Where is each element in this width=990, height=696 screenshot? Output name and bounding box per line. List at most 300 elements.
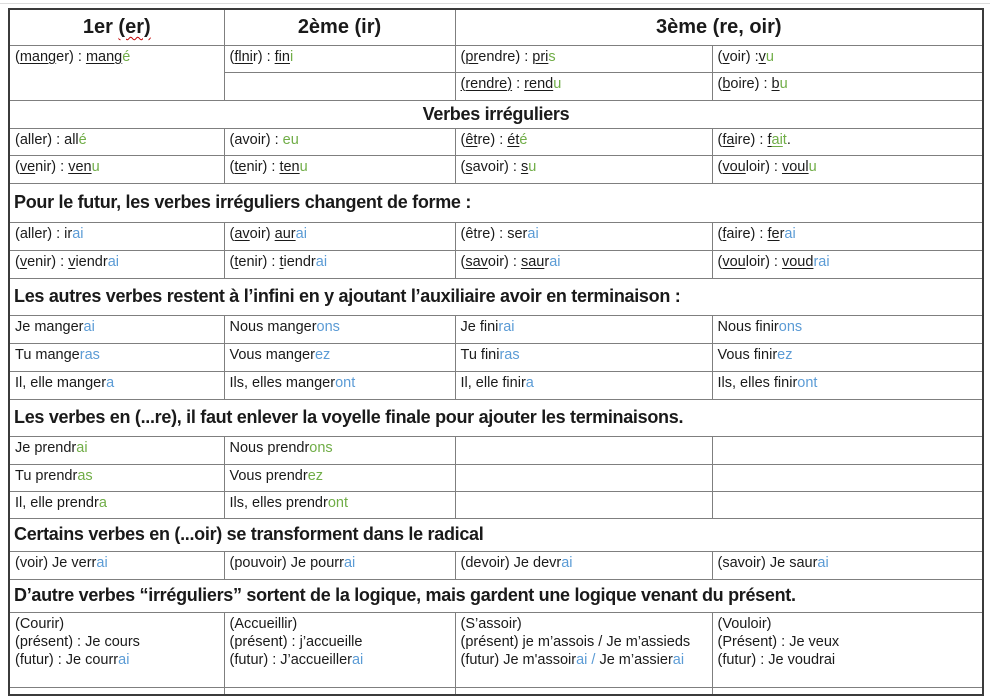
header-cell-2eme — [224, 9, 455, 45]
text-segment: Vous finir — [717, 346, 778, 363]
table-cell — [224, 687, 455, 695]
text-segment: ai — [295, 225, 307, 242]
cell-line — [15, 651, 220, 669]
text-segment: ons — [778, 318, 803, 335]
text-segment: Il, elle manger — [15, 374, 107, 391]
text-segment: enir) : — [27, 253, 69, 270]
table-cell — [712, 250, 983, 278]
text-segment: mang — [85, 48, 123, 65]
cell-line — [15, 494, 220, 512]
cell-line — [461, 346, 708, 364]
text-segment: (Vouloir) — [717, 615, 772, 632]
text-segment: (pouvoir) Je pourr — [229, 554, 344, 571]
table-cell — [455, 371, 712, 399]
table-cell — [712, 155, 983, 183]
text-segment: : — [512, 75, 525, 92]
section-heading-verbes-irreguliers — [9, 100, 983, 128]
text-segment: Je fini — [460, 318, 499, 335]
table-cell — [224, 155, 455, 183]
cell-line — [14, 285, 978, 308]
text-segment: ( — [229, 158, 235, 175]
text-segment: a — [525, 374, 534, 391]
text-segment: ( — [717, 158, 723, 175]
cell-line — [15, 467, 220, 485]
cell-line — [461, 75, 708, 93]
text-segment: f — [722, 225, 727, 242]
text-segment: ai — [527, 225, 539, 242]
text-segment: enir) : — [238, 253, 280, 270]
text-segment: oir) : — [729, 48, 759, 65]
cell-line — [15, 554, 220, 572]
text-segment: (Courir) — [15, 615, 65, 632]
text-segment: ai — [83, 318, 95, 335]
text-segment: (rendre) — [460, 75, 513, 92]
table-cell — [9, 551, 224, 579]
text-segment: s — [520, 158, 529, 175]
section-heading-autres-verbes — [9, 278, 983, 315]
text-segment: êt — [465, 131, 478, 148]
text-segment: ve — [19, 158, 36, 175]
text-segment: oir) : — [487, 253, 521, 270]
text-segment: pri — [532, 48, 549, 65]
table-cell — [224, 343, 455, 371]
text-segment: (futur) Je m'assoir — [460, 651, 577, 668]
conjugation-table-body — [9, 9, 983, 695]
table-cell — [712, 315, 983, 343]
table-cell — [455, 250, 712, 278]
table-cell — [9, 491, 224, 518]
text-segment: r — [779, 225, 785, 242]
text-segment: ras — [79, 346, 100, 363]
cell-line — [718, 615, 979, 633]
text-segment: ont — [335, 374, 356, 391]
text-segment: ( — [229, 253, 235, 270]
table-cell — [712, 436, 983, 464]
table-cell — [712, 72, 983, 100]
table-cell — [455, 612, 712, 687]
table-cell — [224, 551, 455, 579]
text-segment: Tu prendr — [15, 467, 78, 484]
cell-line — [15, 158, 220, 176]
text-segment: t — [234, 253, 239, 270]
text-segment: . — [786, 131, 791, 148]
text-segment: ras — [499, 346, 520, 363]
cell-line — [461, 633, 708, 651]
table-cell — [9, 45, 224, 100]
cell-line — [461, 374, 708, 392]
conjugation-table — [8, 8, 984, 696]
cell-line — [461, 615, 708, 633]
text-segment: ( — [717, 75, 723, 92]
text-segment: r — [544, 253, 550, 270]
section-heading-verbes-oir — [9, 518, 983, 551]
text-segment: pr — [465, 48, 479, 65]
text-segment: s — [548, 48, 556, 65]
table-cell — [712, 551, 983, 579]
text-segment: s — [465, 158, 473, 175]
text-segment: v — [722, 48, 730, 65]
table-cell — [9, 128, 224, 155]
text-segment: Je manger — [15, 318, 84, 335]
text-segment: ( — [460, 131, 466, 148]
text-segment: ai — [107, 253, 119, 270]
text-segment: Nous prendr — [229, 439, 310, 456]
cell-line — [718, 346, 979, 364]
table-cell — [712, 222, 983, 250]
table-cell — [455, 45, 712, 72]
cell-line — [230, 48, 451, 66]
cell-line — [461, 158, 708, 176]
text-segment: er) : — [56, 48, 86, 65]
text-segment: ai — [343, 554, 356, 571]
table-cell — [224, 222, 455, 250]
text-segment: (aller) : all — [15, 131, 79, 148]
text-segment: ( — [15, 158, 20, 175]
text-segment: ( — [717, 48, 723, 65]
table-cell — [712, 128, 983, 155]
cell-line — [230, 439, 451, 457]
cell-line — [461, 48, 708, 66]
table-cell — [224, 371, 455, 399]
text-segment: oire) : — [730, 75, 772, 92]
text-segment: t — [279, 253, 284, 270]
text-segment: D’autre verbes “irréguliers” sortent de la logique, mais gardent une logique venant du présent. — [14, 585, 796, 606]
text-segment: (voir) Je verr — [15, 554, 97, 571]
table-cell — [455, 551, 712, 579]
text-segment: oir) — [249, 225, 275, 242]
text-segment: rend — [524, 75, 554, 92]
text-segment: Tu fini — [460, 346, 500, 363]
text-segment: Les verbes en (...re), il faut enlever la voyelle finale pour ajouter les terminaisons. — [14, 407, 684, 428]
text-segment: (futur) : J’accueiller — [229, 651, 352, 668]
text-segment: ont — [797, 374, 818, 391]
cell-line — [458, 15, 981, 40]
cell-line — [15, 253, 220, 271]
cell-line — [718, 75, 979, 93]
text-segment: te — [234, 158, 247, 175]
text-segment: v — [758, 48, 766, 65]
cell-line — [230, 467, 451, 485]
table-cell — [455, 315, 712, 343]
text-segment: ai — [118, 651, 130, 668]
text-segment: b — [771, 75, 780, 92]
text-segment: iendr — [75, 253, 108, 270]
cell-line — [718, 225, 979, 243]
text-segment: nir) : — [35, 158, 69, 175]
text-segment: f — [767, 131, 772, 148]
cell-line — [718, 374, 979, 392]
text-segment: (présent) je m’assois / Je m’assieds — [460, 633, 691, 650]
text-segment: av — [234, 225, 250, 242]
text-segment: fe — [767, 225, 780, 242]
text-segment: ai — [561, 554, 573, 571]
text-segment: (présent) : Je cours — [15, 633, 140, 650]
cell-line — [230, 158, 451, 176]
table-cell — [455, 155, 712, 183]
table-cell — [455, 128, 712, 155]
table-cell — [224, 436, 455, 464]
table-cell — [9, 436, 224, 464]
cell-line — [12, 15, 222, 40]
text-segment: sau — [520, 253, 545, 270]
cell-line — [718, 318, 979, 336]
text-segment: 3ème (re, oir) — [655, 15, 782, 38]
text-segment: flni — [234, 48, 253, 65]
text-segment: é — [519, 131, 528, 148]
cell-line — [461, 131, 708, 149]
table-cell — [9, 343, 224, 371]
text-segment: 1er — [82, 15, 119, 38]
table-cell — [9, 612, 224, 687]
cell-line — [718, 633, 979, 651]
cell-line — [230, 651, 451, 669]
cell-line — [14, 584, 978, 607]
text-segment: re) : — [477, 131, 508, 148]
text-segment: endre) : — [478, 48, 533, 65]
text-segment: mang — [19, 48, 57, 65]
text-segment: ( — [460, 48, 466, 65]
cell-line — [227, 15, 453, 40]
cell-line — [718, 158, 979, 176]
table-cell — [224, 464, 455, 491]
text-segment: v — [19, 253, 28, 270]
text-segment: voul — [781, 158, 809, 175]
table-cell — [712, 612, 983, 687]
text-segment: Ils, elles finir — [717, 374, 798, 391]
cell-line — [230, 253, 451, 271]
text-segment: a — [106, 374, 115, 391]
page-top-rule — [0, 3, 990, 4]
text-segment: ai — [784, 225, 796, 242]
text-segment: vou — [722, 253, 746, 270]
text-segment: ét — [507, 131, 520, 148]
text-segment: nir) : — [246, 158, 280, 175]
table-cell — [224, 72, 455, 100]
table-cell — [224, 250, 455, 278]
text-segment: (savoir) Je saur — [717, 554, 818, 571]
table-cell — [9, 687, 224, 695]
table-cell — [712, 491, 983, 518]
text-segment: u — [808, 158, 817, 175]
text-segment: ai — [817, 554, 829, 571]
table-cell — [455, 436, 712, 464]
text-segment: ai — [576, 651, 588, 668]
cell-line — [14, 523, 978, 546]
text-segment: ai — [771, 131, 783, 148]
text-segment: Nous manger — [229, 318, 317, 335]
text-segment: (présent) : j’accueille — [229, 633, 363, 650]
cell-line — [230, 225, 451, 243]
text-segment: ( — [229, 48, 235, 65]
table-cell — [224, 491, 455, 518]
text-segment: aur — [274, 225, 296, 242]
text-segment: ( — [460, 253, 466, 270]
text-segment: (aller) : ir — [15, 225, 73, 242]
text-segment: vou — [722, 158, 746, 175]
text-segment: ont — [327, 494, 348, 511]
header-cell-1er — [9, 9, 224, 45]
text-segment: u — [528, 158, 537, 175]
cell-line — [230, 346, 451, 364]
table-cell — [224, 612, 455, 687]
cell-line — [14, 191, 978, 214]
text-segment: Pour le futur, les verbes irréguliers changent de forme : — [14, 192, 472, 213]
table-cell — [9, 155, 224, 183]
text-segment: ven — [68, 158, 92, 175]
cell-line — [461, 318, 708, 336]
text-segment: (Accueillir) — [229, 615, 298, 632]
text-segment: fa — [722, 131, 735, 148]
text-segment: ire) : — [734, 131, 768, 148]
cell-line — [718, 48, 979, 66]
text-segment: ai — [76, 439, 88, 456]
text-segment: ( — [717, 225, 723, 242]
text-segment: aire) : — [726, 225, 768, 242]
text-segment: v — [68, 253, 76, 270]
table-cell — [712, 343, 983, 371]
table-cell — [9, 250, 224, 278]
text-segment: b — [722, 75, 731, 92]
text-segment: ( — [15, 253, 20, 270]
table-cell — [455, 343, 712, 371]
table-cell — [455, 464, 712, 491]
cell-line — [718, 554, 979, 572]
text-segment: ez — [314, 346, 331, 363]
table-cell — [9, 371, 224, 399]
cell-line — [15, 615, 220, 633]
text-segment: Je prendr — [15, 439, 77, 456]
table-cell — [9, 464, 224, 491]
cell-line — [461, 253, 708, 271]
text-segment: é — [78, 131, 87, 148]
text-segment: loir) : — [745, 253, 782, 270]
text-segment: ai — [315, 253, 328, 270]
cell-line — [461, 554, 708, 572]
text-segment: avoir) : — [472, 158, 521, 175]
text-segment: ai — [549, 253, 561, 270]
text-segment: rai — [498, 318, 515, 335]
text-segment: Je m’assier — [599, 651, 673, 668]
text-segment: ons — [309, 439, 333, 456]
text-segment: ( — [229, 225, 235, 242]
cell-line — [14, 406, 978, 429]
text-segment: voud — [781, 253, 814, 270]
text-segment: ( — [15, 48, 20, 65]
cell-line — [15, 439, 220, 457]
text-segment: (futur) : Je courr — [15, 651, 119, 668]
cell-line — [15, 225, 220, 243]
cell-line — [230, 554, 451, 572]
text-segment: 2ème (ir) — [297, 15, 382, 38]
text-segment: ( — [717, 131, 723, 148]
section-heading-verbes-hors-logique — [9, 579, 983, 612]
table-cell — [712, 464, 983, 491]
text-segment: iendr — [283, 253, 316, 270]
cell-line — [15, 374, 220, 392]
text-segment: / — [587, 651, 600, 668]
text-segment: u — [553, 75, 562, 92]
text-segment: ez — [307, 467, 324, 484]
table-cell — [224, 128, 455, 155]
text-segment: u — [779, 75, 788, 92]
text-segment: (futur) : Je voudrai — [717, 651, 836, 668]
text-segment: Les autres verbes restent à l’infini en y ajoutant l’auxiliaire avoir en terminaison : — [14, 286, 681, 307]
table-cell — [9, 222, 224, 250]
text-segment: (Présent) : Je veux — [717, 633, 840, 650]
cell-line — [718, 131, 979, 149]
text-segment: i — [289, 48, 294, 65]
text-segment: as — [77, 467, 93, 484]
section-heading-verbes-re — [9, 399, 983, 436]
cell-line — [15, 318, 220, 336]
table-cell — [224, 45, 455, 72]
cell-line — [230, 374, 451, 392]
cell-line — [461, 225, 708, 243]
text-segment: loir) : — [745, 158, 782, 175]
text-segment: ten — [279, 158, 300, 175]
cell-line — [230, 318, 451, 336]
text-segment: ai — [72, 225, 84, 242]
text-segment: fin — [274, 48, 290, 65]
cell-line — [15, 346, 220, 364]
cell-line — [15, 48, 220, 66]
text-segment: Ils, elles prendr — [229, 494, 328, 511]
text-segment: Certains verbes en (...oir) se transforment dans le radical — [14, 524, 484, 545]
cell-line — [230, 615, 451, 633]
text-segment: u — [91, 158, 100, 175]
text-segment: ons — [316, 318, 340, 335]
table-cell — [455, 687, 712, 695]
text-segment: ez — [777, 346, 793, 363]
cell-line — [14, 103, 978, 126]
text-segment: (S’assoir) — [460, 615, 522, 632]
text-segment: ai — [672, 651, 685, 668]
text-segment: r) : — [252, 48, 275, 65]
text-segment: Verbes irréguliers — [422, 103, 570, 124]
cell-line — [230, 131, 451, 149]
text-segment: Il, elle finir — [460, 374, 526, 391]
text-segment: Il, elle prendr — [15, 494, 99, 511]
text-segment: (devoir) Je devr — [460, 554, 562, 571]
text-segment: u — [765, 48, 774, 65]
text-segment: Tu mange — [15, 346, 80, 363]
table-cell — [455, 491, 712, 518]
cell-line — [15, 633, 220, 651]
table-cell — [712, 371, 983, 399]
text-segment: a — [98, 494, 107, 511]
header-cell-3eme — [455, 9, 983, 45]
text-segment: rai — [813, 253, 830, 270]
table-cell — [455, 222, 712, 250]
text-segment: Nous finir — [717, 318, 779, 335]
text-segment: é — [122, 48, 131, 65]
section-heading-futur-irreguliers — [9, 183, 983, 222]
table-cell — [224, 315, 455, 343]
text-segment: ( — [717, 253, 723, 270]
text-segment: (er) — [118, 15, 151, 38]
cell-line — [230, 633, 451, 651]
text-segment: (être) : ser — [460, 225, 528, 242]
text-segment: ai — [96, 554, 108, 571]
cell-line — [718, 651, 979, 669]
text-segment: eu — [282, 131, 299, 148]
table-cell — [712, 45, 983, 72]
table-cell — [712, 687, 983, 695]
text-segment: sav — [465, 253, 488, 270]
cell-line — [15, 131, 220, 149]
table-cell — [9, 315, 224, 343]
text-segment: Ils, elles manger — [229, 374, 336, 391]
